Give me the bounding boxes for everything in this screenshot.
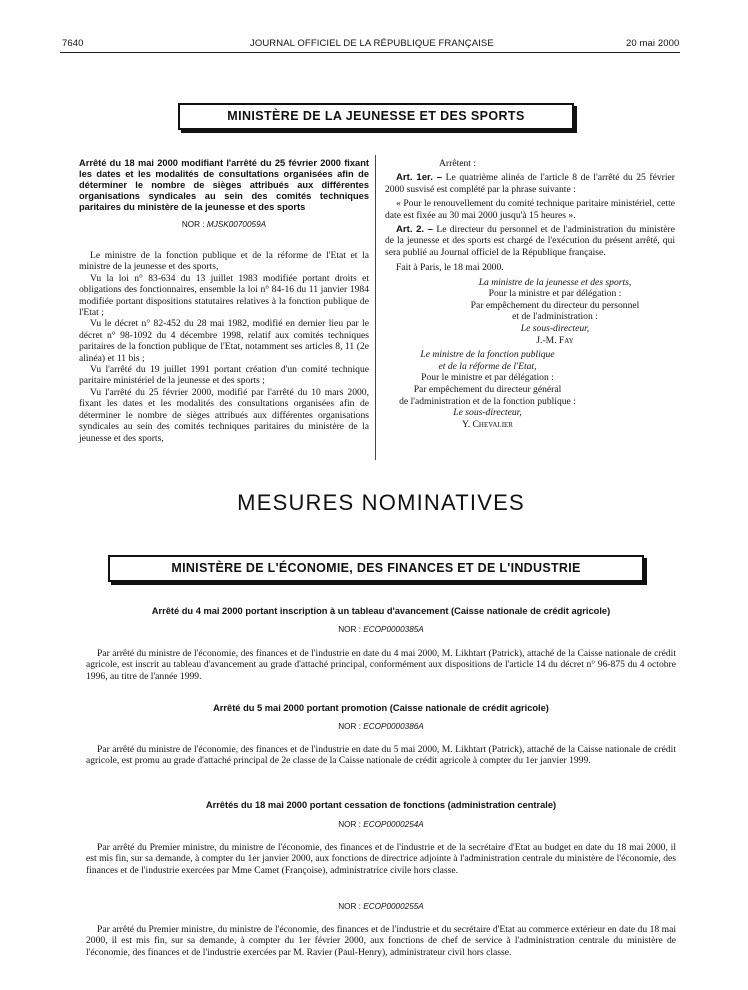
signature-line: Le ministre de la fonction publique	[420, 349, 555, 361]
nor-code: ECOP0000385A	[363, 625, 424, 634]
nor-line	[86, 820, 676, 829]
signature-fonction-publique	[385, 349, 675, 430]
signature-jeunesse	[385, 277, 675, 347]
arrete-title: Arrêté du 18 mai 2000 modifiant l'arrêté du 25 février 2000 fixant les dates et les modalités de consultations organisées afin de déterminer le nombre de sièges attribués aux différentes organisations syndicales au sein des comités techniques paritaires du ministère de la jeunesse et des sports	[79, 158, 369, 212]
ministry-heading-economie: MINISTÈRE DE L'ÉCONOMIE, DES FINANCES ET DE L'INDUSTRIE	[108, 555, 644, 582]
arrete-jeunesse-left-column	[79, 158, 369, 444]
nor-label: NOR :	[338, 625, 361, 634]
nor-code: ECOP0000255A	[363, 902, 424, 911]
preamble-paragraph: Le ministre de la fonction publique et de la réforme de l'Etat et la ministre de la jeunesse et des sports,	[79, 250, 369, 273]
signature-line: et de la réforme de l'Etat,	[438, 360, 537, 372]
arrete-jeunesse-right-column	[385, 158, 675, 430]
preamble-paragraph: Vu la loi n° 83-634 du 13 juillet 1983 modifiée portant droits et obligations des fonctionnaires, ensemble la loi n° 84-16 du 11 janvier 1984 modifiée portant dispositions statutaires relatives à la fonction publique de l'Etat ;	[79, 272, 369, 319]
ministry-heading-jeunesse: MINISTÈRE DE LA JEUNESSE ET DES SPORTS	[178, 103, 574, 130]
column-divider	[375, 155, 376, 460]
signature-line: de l'administration et de la fonction publique :	[399, 395, 576, 407]
article-1-label: Art. 1er. –	[396, 172, 443, 184]
signature-line: Pour le ministre et par délégation :	[421, 372, 554, 384]
article-1-quote: « Pour le renouvellement du comité technique paritaire ministériel, cette date est fixée au 30 mai 2000 jusqu'à 15 heures ».	[385, 198, 675, 221]
fait-a-paris: Fait à Paris, le 18 mai 2000.	[396, 262, 504, 274]
signature-line: La ministre de la jeunesse et des sports,	[478, 276, 632, 288]
page-number: 7640	[62, 38, 84, 49]
article-1-text: Le quatrième alinéa de l'article 8 de l'arrêté du 25 février 2000 susvisé est complété par la phrase suivante :	[385, 172, 675, 195]
entry-title: Arrêté du 4 mai 2000 portant inscription à un tableau d'avancement (Caisse nationale de crédit agricole)	[151, 606, 611, 616]
nor-label: NOR :	[338, 722, 361, 731]
article-2-label: Art. 2. –	[396, 224, 434, 236]
entry-title: Arrêtés du 18 mai 2000 portant cessation de fonctions (administration centrale)	[205, 800, 557, 810]
preamble-paragraph: Vu l'arrêté du 19 juillet 1991 portant création d'un comité technique paritaire ministériel de la jeunesse et des sports ;	[79, 364, 369, 387]
signature-line: Le sous-directeur,	[453, 407, 522, 419]
nor-line	[86, 625, 676, 634]
nor-label: NOR :	[181, 220, 205, 229]
nor-code: ECOP0000254A	[363, 820, 424, 829]
signature-line: Le sous-directeur,	[520, 323, 590, 335]
article-2	[385, 224, 675, 258]
entry-text: Par arrêté du ministre de l'économie, des finances et de l'industrie en date du 5 mai 2000, M. Likhtart (Patrick), attaché de la Caisse nationale de crédit agricole, est promu au grade d'attaché principal de 2e classe de la Caisse nationale de crédit agricole à compter du 1er janvier 1999.	[86, 744, 676, 767]
preamble-paragraph: Vu le décret n° 82-452 du 28 mai 1982, modifié en dernier lieu par le décret n° 98-1092 du 4 décembre 1998, relatif aux comités techniques paritaires de la fonction publique de l'Etat, notamment ses articles 8, 11 (2e alinéa) et 11 bis ;	[79, 318, 369, 364]
entry-title: Arrêté du 5 mai 2000 portant promotion (Caisse nationale de crédit agricole)	[213, 703, 549, 713]
signatory-name: Y. Chevalier	[462, 418, 513, 430]
article-1	[385, 172, 675, 195]
nor-label: NOR :	[338, 902, 361, 911]
signature-line: Pour la ministre et par délégation :	[488, 288, 622, 300]
nor-code: MJSK0070059A	[206, 220, 267, 229]
nor-line	[86, 722, 676, 731]
signature-line: et de l'administration :	[512, 311, 598, 323]
nor-line	[86, 902, 676, 911]
journal-title: JOURNAL OFFICIEL DE LA RÉPUBLIQUE FRANÇAISE	[250, 38, 494, 49]
signature-line: Par empêchement du directeur du personnel	[470, 299, 640, 311]
header-rule	[60, 52, 680, 53]
nor-line	[79, 220, 369, 229]
signature-line: Par empêchement du directeur général	[413, 384, 562, 395]
entry-text: Par arrêté du ministre de l'économie, des finances et de l'industrie en date du 4 mai 2000, M. Likhtart (Patrick), attaché de la Caisse nationale de crédit agricole, est inscrit au tableau d'avancement au grade d'attaché principal, conformément aux dispositions de l'article 14 du décret n° 96-875 du 4 octobre 1996, au titre de l'année 1999.	[86, 648, 676, 682]
preamble-paragraph: Vu l'arrêté du 25 février 2000, modifié par l'arrêté du 10 mars 2000, fixant les dates et les modalités des consultations organisées afin de déterminer le nombre de sièges attribués aux différentes organisations syndicales au sein des comités techniques paritaires du ministère de la jeunesse et des sports,	[79, 386, 369, 444]
section-heading: MESURES NOMINATIVES	[237, 490, 525, 515]
nor-label: NOR :	[338, 820, 361, 829]
arretent: Arrêtent :	[439, 158, 477, 169]
entry-text: Par arrêté du Premier ministre, du ministre de l'économie, des finances et de l'industrie et de la secrétaire d'Etat au budget en date du 18 mai 2000, il est mis fin, sur sa demande, à compter du 1er janvier 2000, aux fonctions de directrice adjointe à l'administration centrale du ministère de l'économie, des finances et de l'industrie exercées par Mme Camet (Françoise), administratrice civile hors classe.	[86, 842, 676, 876]
article-2-text: Le directeur du personnel et de l'administration du ministère de la jeunesse et des sports est chargé de l'exécution du présent arrêté, qui sera publié au Journal officiel de la République française.	[385, 224, 675, 258]
nor-code: ECOP0000386A	[363, 722, 424, 731]
signatory-name: J.-M. Fay	[536, 334, 574, 346]
entry-text: Par arrêté du Premier ministre, du ministre de l'économie, des finances et de l'industrie et du secrétaire d'Etat au commerce extérieur en date du 18 mai 2000, il est mis fin, sur sa demande, à compter du 1er février 2000, aux fonctions de chef de service à l'administration centrale du ministère de l'économie, des finances et de l'industrie exercées par M. Ravier (Paul-Henry), administrateur civil hors classe.	[86, 924, 676, 958]
issue-date: 20 mai 2000	[626, 38, 680, 49]
